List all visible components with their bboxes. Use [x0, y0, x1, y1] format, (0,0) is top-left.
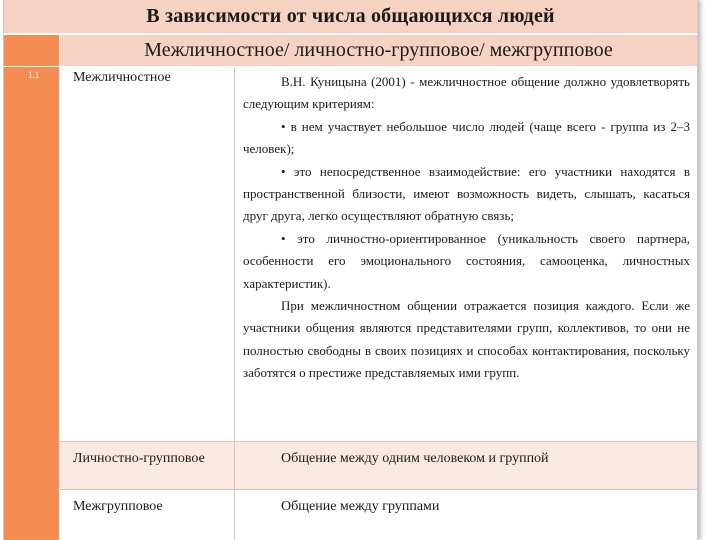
row-description: Общение между одним человеком и группой	[281, 451, 549, 466]
accent-column	[4, 67, 59, 540]
row-number: 1.1	[28, 70, 40, 80]
table-row-intergroup	[60, 490, 697, 540]
bullet-item: • это непосредственное взаимодействие: его участники находятся в пространственной близости, имеют возможность видеть, слышать, касаться друг друга, легко осуществляют обратную связь;	[243, 163, 690, 224]
bullet-item: • в нем участвует небольшое число людей (чаще всего - группа из 2–3 человек);	[243, 118, 690, 157]
row-description-interpersonal	[243, 71, 690, 385]
table-divider	[60, 441, 697, 442]
accent-column-header	[4, 35, 59, 66]
row-type-label: Межгрупповое	[73, 499, 163, 514]
paragraph: При межличностном общении отражается позиция каждого. Если же участники общения являются представителями групп, коллективов, то они не полностью свободны в своих позициях и способах контактирования, поскольку заботятся о престиже представляемых ими групп.	[243, 298, 690, 381]
paragraph: В.Н. Куницына (2001) - межличностное общение должно удовлетворять следующим критериям:	[243, 74, 690, 112]
row-type-label: Межличностное	[73, 70, 171, 85]
slide-title: В зависимости от числа общающихся людей	[4, 0, 697, 34]
column-divider	[234, 67, 235, 540]
table-divider	[60, 489, 697, 490]
bullet-item: • это личностно-ориентированное (уникальность своего партнера, особенности его эмоционального состояния, самооценка, личностных характеристик).	[243, 230, 690, 291]
slide-subtitle: Межличностное/ личностно-групповое/ межгрупповое	[60, 35, 697, 66]
row-type-label: Личностно-групповое	[73, 451, 205, 466]
slide-frame	[3, 0, 698, 540]
row-description: Общение между группами	[281, 499, 440, 514]
